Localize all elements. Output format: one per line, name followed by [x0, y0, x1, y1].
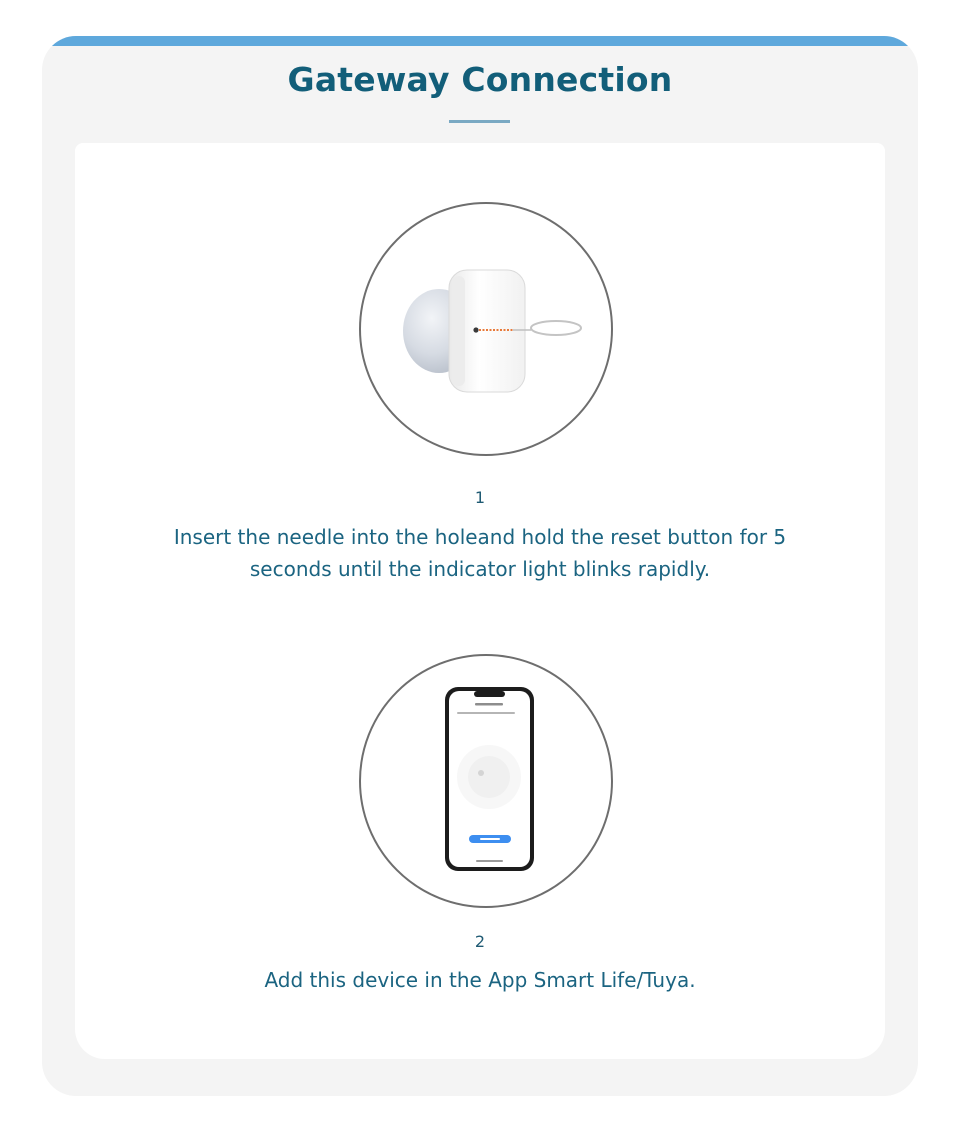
step-1-instruction: Insert the needle into the holeand hold the reset button for 5 seconds until the indicator light blinks rapidly.: [173, 525, 787, 581]
step-1-number: 1: [474, 488, 486, 507]
page-title: Gateway Connection: [287, 60, 673, 99]
title-underline: [449, 120, 510, 123]
step-1-illustration: [359, 202, 613, 456]
step-2-illustration: [359, 654, 613, 908]
step-2-instruction: Add this device in the App Smart Life/Tuya.: [264, 968, 696, 992]
pir-sensor-image: [361, 204, 611, 454]
smartphone-image: [361, 656, 611, 906]
accent-band: [42, 36, 918, 46]
step-2-number: 2: [474, 932, 486, 951]
